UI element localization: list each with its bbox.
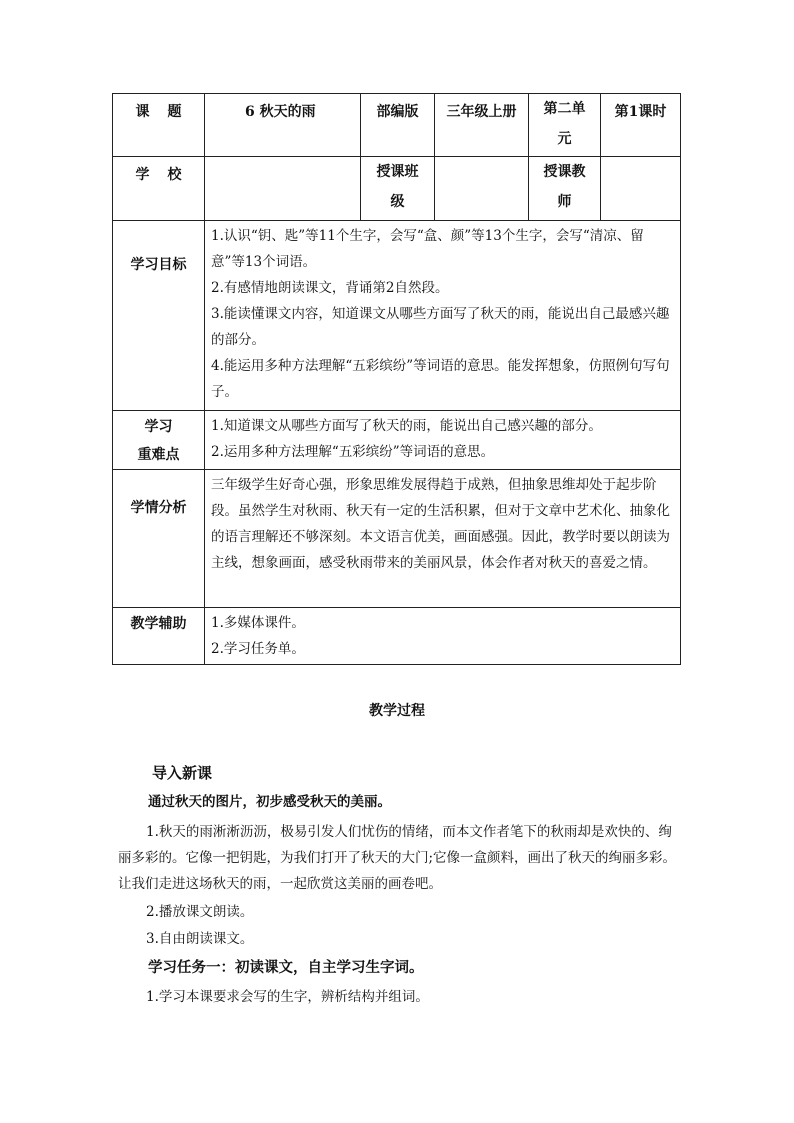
label-teacher: 授课教师 — [529, 157, 601, 221]
lesson-info-table — [112, 93, 681, 665]
intro-heading: 导入新课 — [152, 764, 213, 782]
paragraph: 1.秋天的雨淅淅沥沥，极易引发人们忧伤的情绪，而本文作者笔下的秋雨却是欢快的、绚丽多彩的。它像一把钥匙，为我们打开了秋天的大门;它像一盒颜料，画出了秋天的绚丽多彩。让我们走进这场秋天的雨，一起欣赏这美丽的画卷吧。 — [118, 824, 677, 892]
school-value — [205, 157, 361, 221]
task1-heading: 学习任务一：初读课文，自主学习生字词。 — [148, 959, 424, 976]
objective-item: 3.能读懂课文内容，知道课文从哪些方面写了秋天的雨，能说出自己最感兴趣的部分。 — [211, 306, 670, 348]
analysis-content: 三年级学生好奇心强，形象思维发展得趋于成熟，但抽象思维却处于起步阶段。虽然学生对秋雨、秋天有一定的生活积累，但对于文章中艺术化、抽象化的语言理解还不够深刻。本文语言优美，画面感强。因此，教学时要以朗读为主线，想象画面，感受秋雨带来的美丽风景，体会作者对秋天的喜爱之情。 — [205, 470, 681, 608]
table-row — [113, 94, 681, 157]
label-class: 授课班级 — [361, 157, 435, 221]
label-key-points — [113, 411, 205, 470]
aids-content — [205, 608, 681, 665]
aid-item: 2.学习任务单。 — [211, 641, 305, 657]
label-objectives: 学习目标 — [113, 221, 205, 411]
table-row — [113, 411, 681, 470]
paragraph: 2.播放课文朗读。 — [146, 904, 254, 920]
table-row — [113, 157, 681, 221]
paragraph: 3.自由朗读课文。 — [146, 931, 254, 947]
objective-item: 1.认识“钥、匙”等11个生字，会写“盒、颜”等13个生字，会写“清凉、留意”等13个词语。 — [211, 228, 644, 270]
intro-subheading: 通过秋天的图片，初步感受秋天的美丽。 — [148, 794, 391, 810]
label-topic: 课题 — [113, 94, 205, 157]
table-row — [113, 608, 681, 665]
key-points-label-line2: 重难点 — [137, 447, 180, 463]
objectives-content — [205, 221, 681, 411]
grade: 三年级上册 — [435, 94, 529, 157]
aid-item: 1.多媒体课件。 — [211, 615, 305, 631]
key-point-item: 1.知道课文从哪些方面写了秋天的雨，能说出自己感兴趣的部分。 — [211, 418, 602, 434]
label-aids: 教学辅助 — [113, 608, 205, 665]
edition: 部编版 — [361, 94, 435, 157]
label-school: 学校 — [113, 157, 205, 221]
process-title: 教学过程 — [369, 703, 425, 719]
objective-item: 4.能运用多种方法理解“五彩缤纷”等词语的意思。能发挥想象，仿照例句写句子。 — [211, 358, 670, 400]
lesson-title: 6 秋天的雨 — [205, 94, 361, 157]
unit: 第二单元 — [529, 94, 601, 157]
key-points-content — [205, 411, 681, 470]
key-point-item: 2.运用多种方法理解“五彩缤纷”等词语的意思。 — [211, 444, 495, 460]
period: 第1课时 — [601, 94, 681, 157]
table-row — [113, 470, 681, 608]
table-row — [113, 221, 681, 411]
paragraph: 1.学习本课要求会写的生字，辨析结构并组词。 — [146, 989, 429, 1005]
class-value — [435, 157, 529, 221]
teacher-value — [601, 157, 681, 221]
objective-item: 2.有感情地朗读课文，背诵第2自然段。 — [211, 280, 449, 296]
key-points-label-line1: 学习 — [144, 419, 173, 435]
label-analysis: 学情分析 — [113, 470, 205, 608]
